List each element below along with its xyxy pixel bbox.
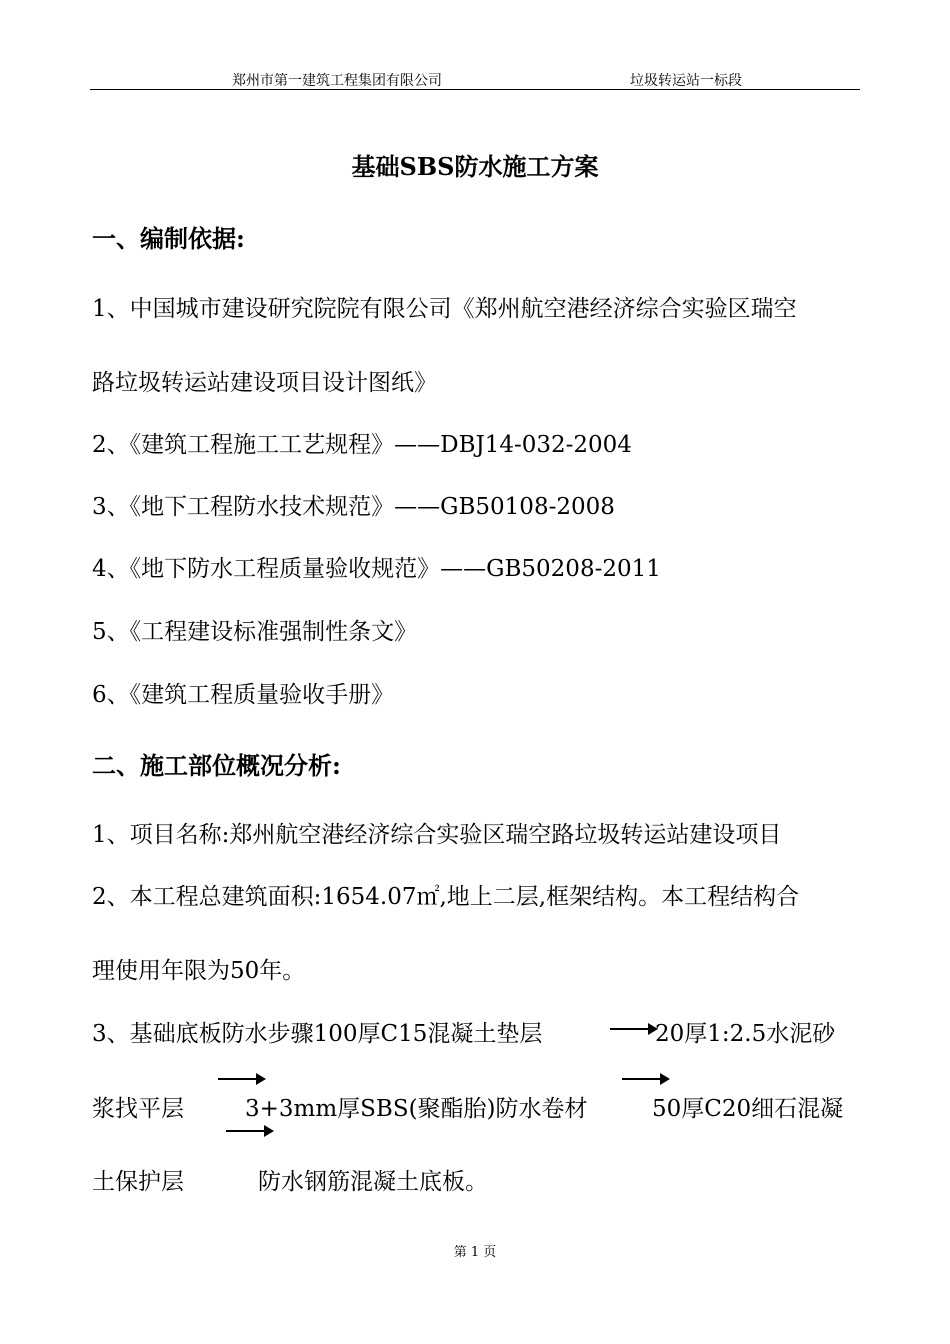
steps-line1-end: 20厚1:2.5水泥砂 [655,1021,836,1047]
header-divider [90,89,860,90]
section-heading-overview: 二、施工部位概况分析: [92,751,341,780]
overview-item-2a: 2、本工程总建筑面积:1654.07㎡,地上二层,框架结构。本工程结构合 [92,884,800,910]
steps-line3-part2: 防水钢筋混凝土底板。 [258,1169,488,1195]
document-title: 基础SBS防水施工方案 [351,152,599,181]
overview-item-1: 1、项目名称:郑州航空港经济综合实验区瑞空路垃圾转运站建设项目 [92,822,782,848]
steps-line2-part2: 3+3mm厚SBS(聚酯胎)防水卷材 [245,1096,588,1122]
step-arrow-icon [226,1130,272,1132]
header-section: 垃圾转运站一标段 [630,73,742,89]
header-company: 郑州市第一建筑工程集团有限公司 [232,73,442,89]
steps-line2-part1: 浆找平层 [92,1096,184,1122]
steps-line1-start: 3、基础底板防水步骤100厚C15混凝土垫层 [92,1021,543,1047]
basis-item-1b: 路垃圾转运站建设项目设计图纸》 [92,370,437,396]
page-number: 第 1 页 [453,1245,497,1260]
basis-item-4: 4、《地下防水工程质量验收规范》——GB50208-2011 [92,556,661,582]
overview-item-2b: 理使用年限为50年。 [92,958,306,984]
section-heading-basis: 一、编制依据: [92,224,245,253]
steps-line3-part1: 土保护层 [92,1169,184,1195]
basis-item-1a: 1、中国城市建设研究院院有限公司《郑州航空港经济综合实验区瑞空 [92,296,797,322]
step-arrow-icon [218,1078,264,1080]
basis-item-5: 5、《工程建设标准强制性条文》 [92,619,418,645]
basis-item-6: 6、《建筑工程质量验收手册》 [92,682,395,708]
steps-line2-part3: 50厚C20细石混凝 [652,1096,844,1122]
step-arrow-icon [610,1028,656,1030]
basis-item-2: 2、《建筑工程施工工艺规程》——DBJ14-032-2004 [92,432,632,458]
step-arrow-icon [622,1078,668,1080]
basis-item-3: 3、《地下工程防水技术规范》——GB50108-2008 [92,494,615,520]
